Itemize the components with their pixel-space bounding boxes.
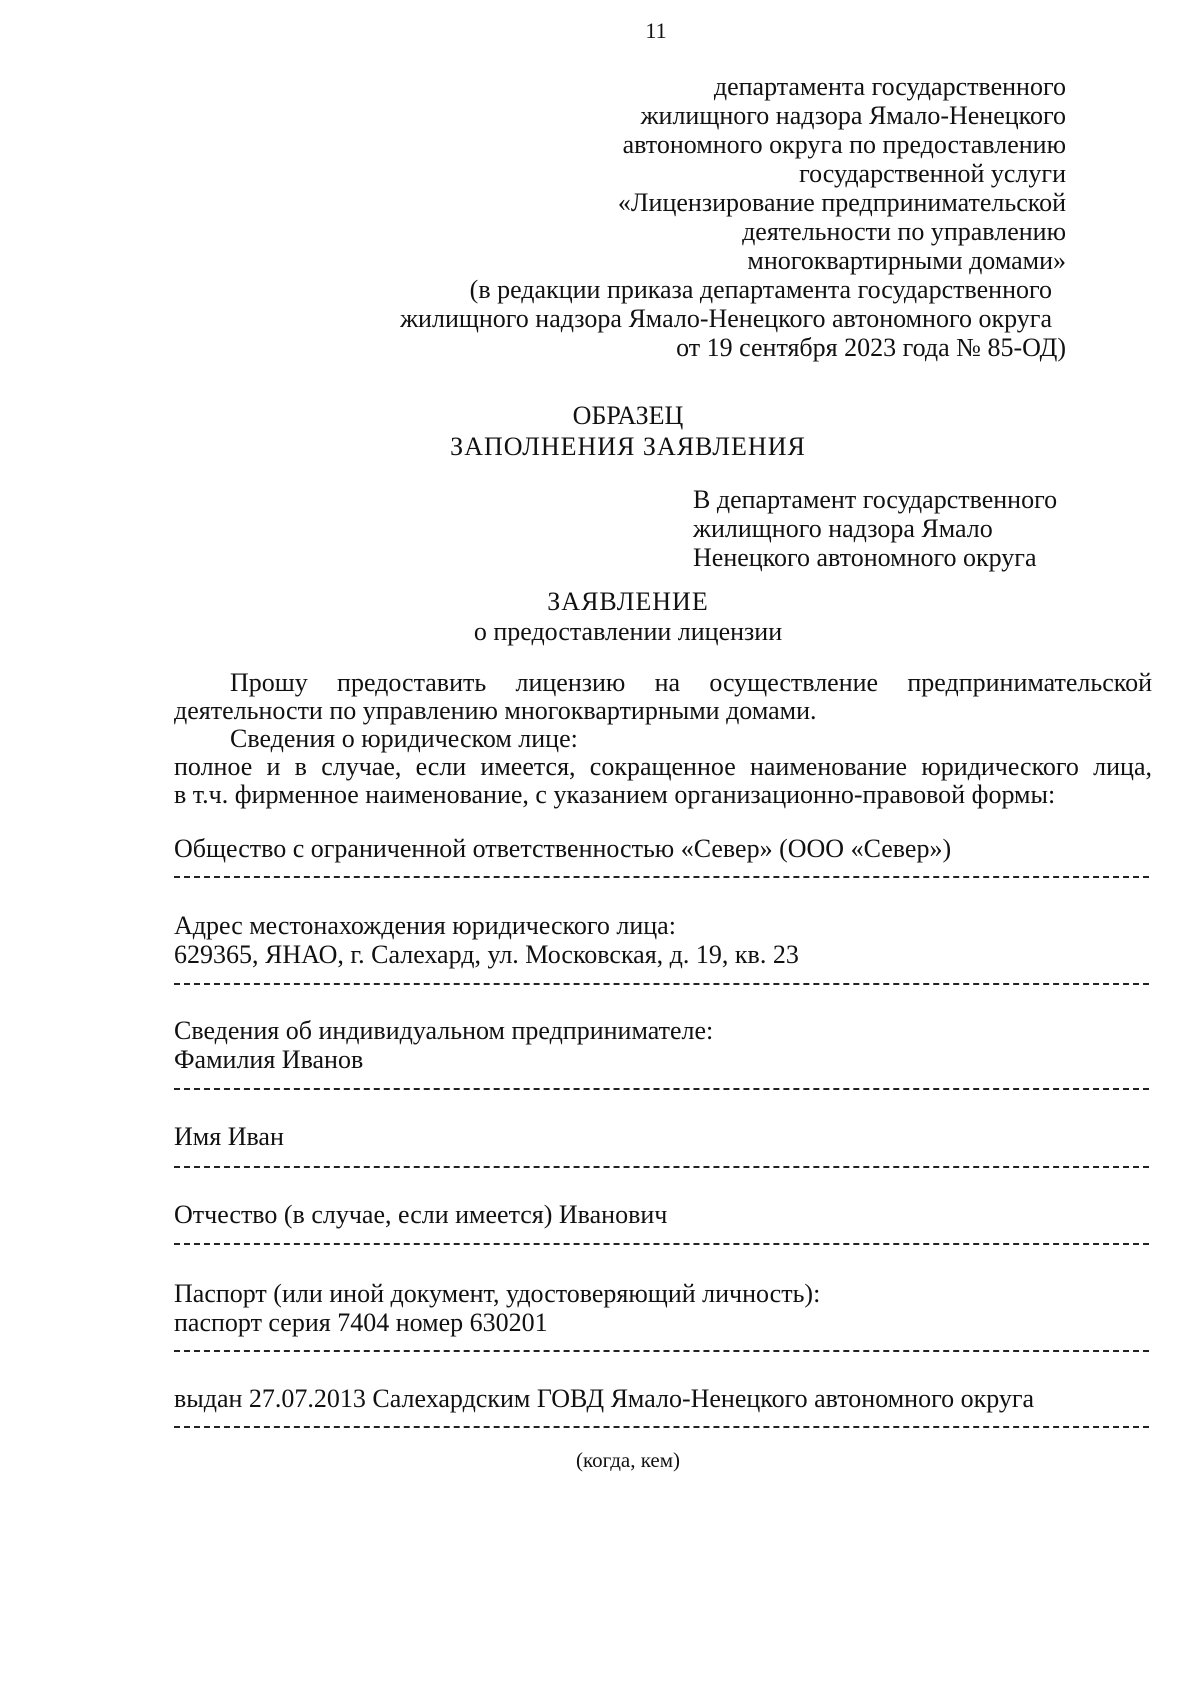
dashed-separator bbox=[174, 983, 1149, 985]
passport-label: Паспорт (или иной документ, удостоверяющий личность): bbox=[174, 1279, 821, 1308]
dashed-separator bbox=[174, 1426, 1149, 1428]
statement-subtitle: о предоставлении лицензии bbox=[473, 617, 783, 646]
document-title bbox=[0, 400, 1200, 462]
header-line: деятельности по управлению bbox=[742, 217, 1066, 246]
patronymic-field bbox=[174, 1200, 1149, 1229]
dashed-separator bbox=[174, 1243, 1149, 1245]
statement-heading bbox=[0, 587, 1200, 647]
surname-value: Фамилия Иванов bbox=[174, 1045, 364, 1074]
edition-line: от 19 сентября 2023 года № 85-ОД) bbox=[676, 333, 1066, 362]
edition-line: жилищного надзора Ямало-Ненецкого автономного округа bbox=[400, 304, 1052, 333]
request-line: Прошу предоставить лицензию на осуществление предпринимательской bbox=[230, 668, 1152, 697]
request-line: деятельности по управлению многоквартирными домами. bbox=[174, 696, 817, 725]
legal-entity-heading: Сведения о юридическом лице: bbox=[230, 724, 578, 753]
header-line: автономного округа по предоставлению bbox=[622, 130, 1066, 159]
statement-body bbox=[174, 669, 1152, 809]
issued-value: выдан 27.07.2013 Салехардским ГОВД Ямало-Ненецкого автономного округа bbox=[174, 1384, 1035, 1413]
title-line-sample: ОБРАЗЕЦ bbox=[572, 401, 684, 430]
legal-entity-description: в т.ч. фирменное наименование, с указанием организационно-правовой формы: bbox=[174, 780, 1056, 809]
addressee-line: жилищного надзора Ямало bbox=[693, 514, 993, 543]
name-value: Имя Иван bbox=[174, 1122, 284, 1151]
header-line: «Лицензирование предпринимательской bbox=[617, 188, 1066, 217]
addressee-line: Ненецкого автономного округа bbox=[693, 543, 1037, 572]
statement-title: ЗАЯВЛЕНИЕ bbox=[547, 587, 709, 616]
entrepreneur-field bbox=[174, 1016, 1149, 1074]
title-line-filling: ЗАПОЛНЕНИЯ ЗАЯВЛЕНИЯ bbox=[450, 432, 806, 461]
issued-caption: (когда, кем) bbox=[576, 1448, 680, 1472]
org-name-field bbox=[174, 834, 1149, 863]
header-line: многоквартирными домами» bbox=[747, 246, 1066, 275]
patronymic-value: Отчество (в случае, если имеется) Иванович bbox=[174, 1200, 668, 1229]
header-line: департамента государственного bbox=[713, 72, 1066, 101]
addressee-line: В департамент государственного bbox=[693, 485, 1058, 514]
org-name-value: Общество с ограниченной ответственностью «Север» (ООО «Север») bbox=[174, 834, 952, 863]
passport-value: паспорт серия 7404 номер 630201 bbox=[174, 1308, 548, 1337]
legal-entity-description: полное и в случае, если имеется, сокращенное наименование юридического лица, bbox=[174, 752, 1152, 781]
dashed-separator bbox=[174, 876, 1149, 878]
address-field bbox=[174, 911, 1149, 969]
name-field bbox=[174, 1122, 1149, 1151]
address-label: Адрес местонахождения юридического лица: bbox=[174, 911, 676, 940]
appendix-header bbox=[400, 72, 1066, 362]
page-number: 11 bbox=[645, 18, 667, 43]
entrepreneur-label: Сведения об индивидуальном предпринимателе: bbox=[174, 1016, 714, 1045]
issued-field bbox=[174, 1384, 1149, 1413]
dashed-separator bbox=[174, 1166, 1149, 1168]
header-line: жилищного надзора Ямало-Ненецкого bbox=[640, 101, 1066, 130]
addressee-block bbox=[693, 485, 1057, 572]
passport-field bbox=[174, 1279, 1149, 1337]
edition-line: (в редакции приказа департамента государственного bbox=[469, 275, 1052, 304]
header-line: государственной услуги bbox=[799, 159, 1066, 188]
dashed-separator bbox=[174, 1350, 1149, 1352]
dashed-separator bbox=[174, 1088, 1149, 1090]
address-value: 629365, ЯНАО, г. Салехард, ул. Московская, д. 19, кв. 23 bbox=[174, 940, 799, 969]
